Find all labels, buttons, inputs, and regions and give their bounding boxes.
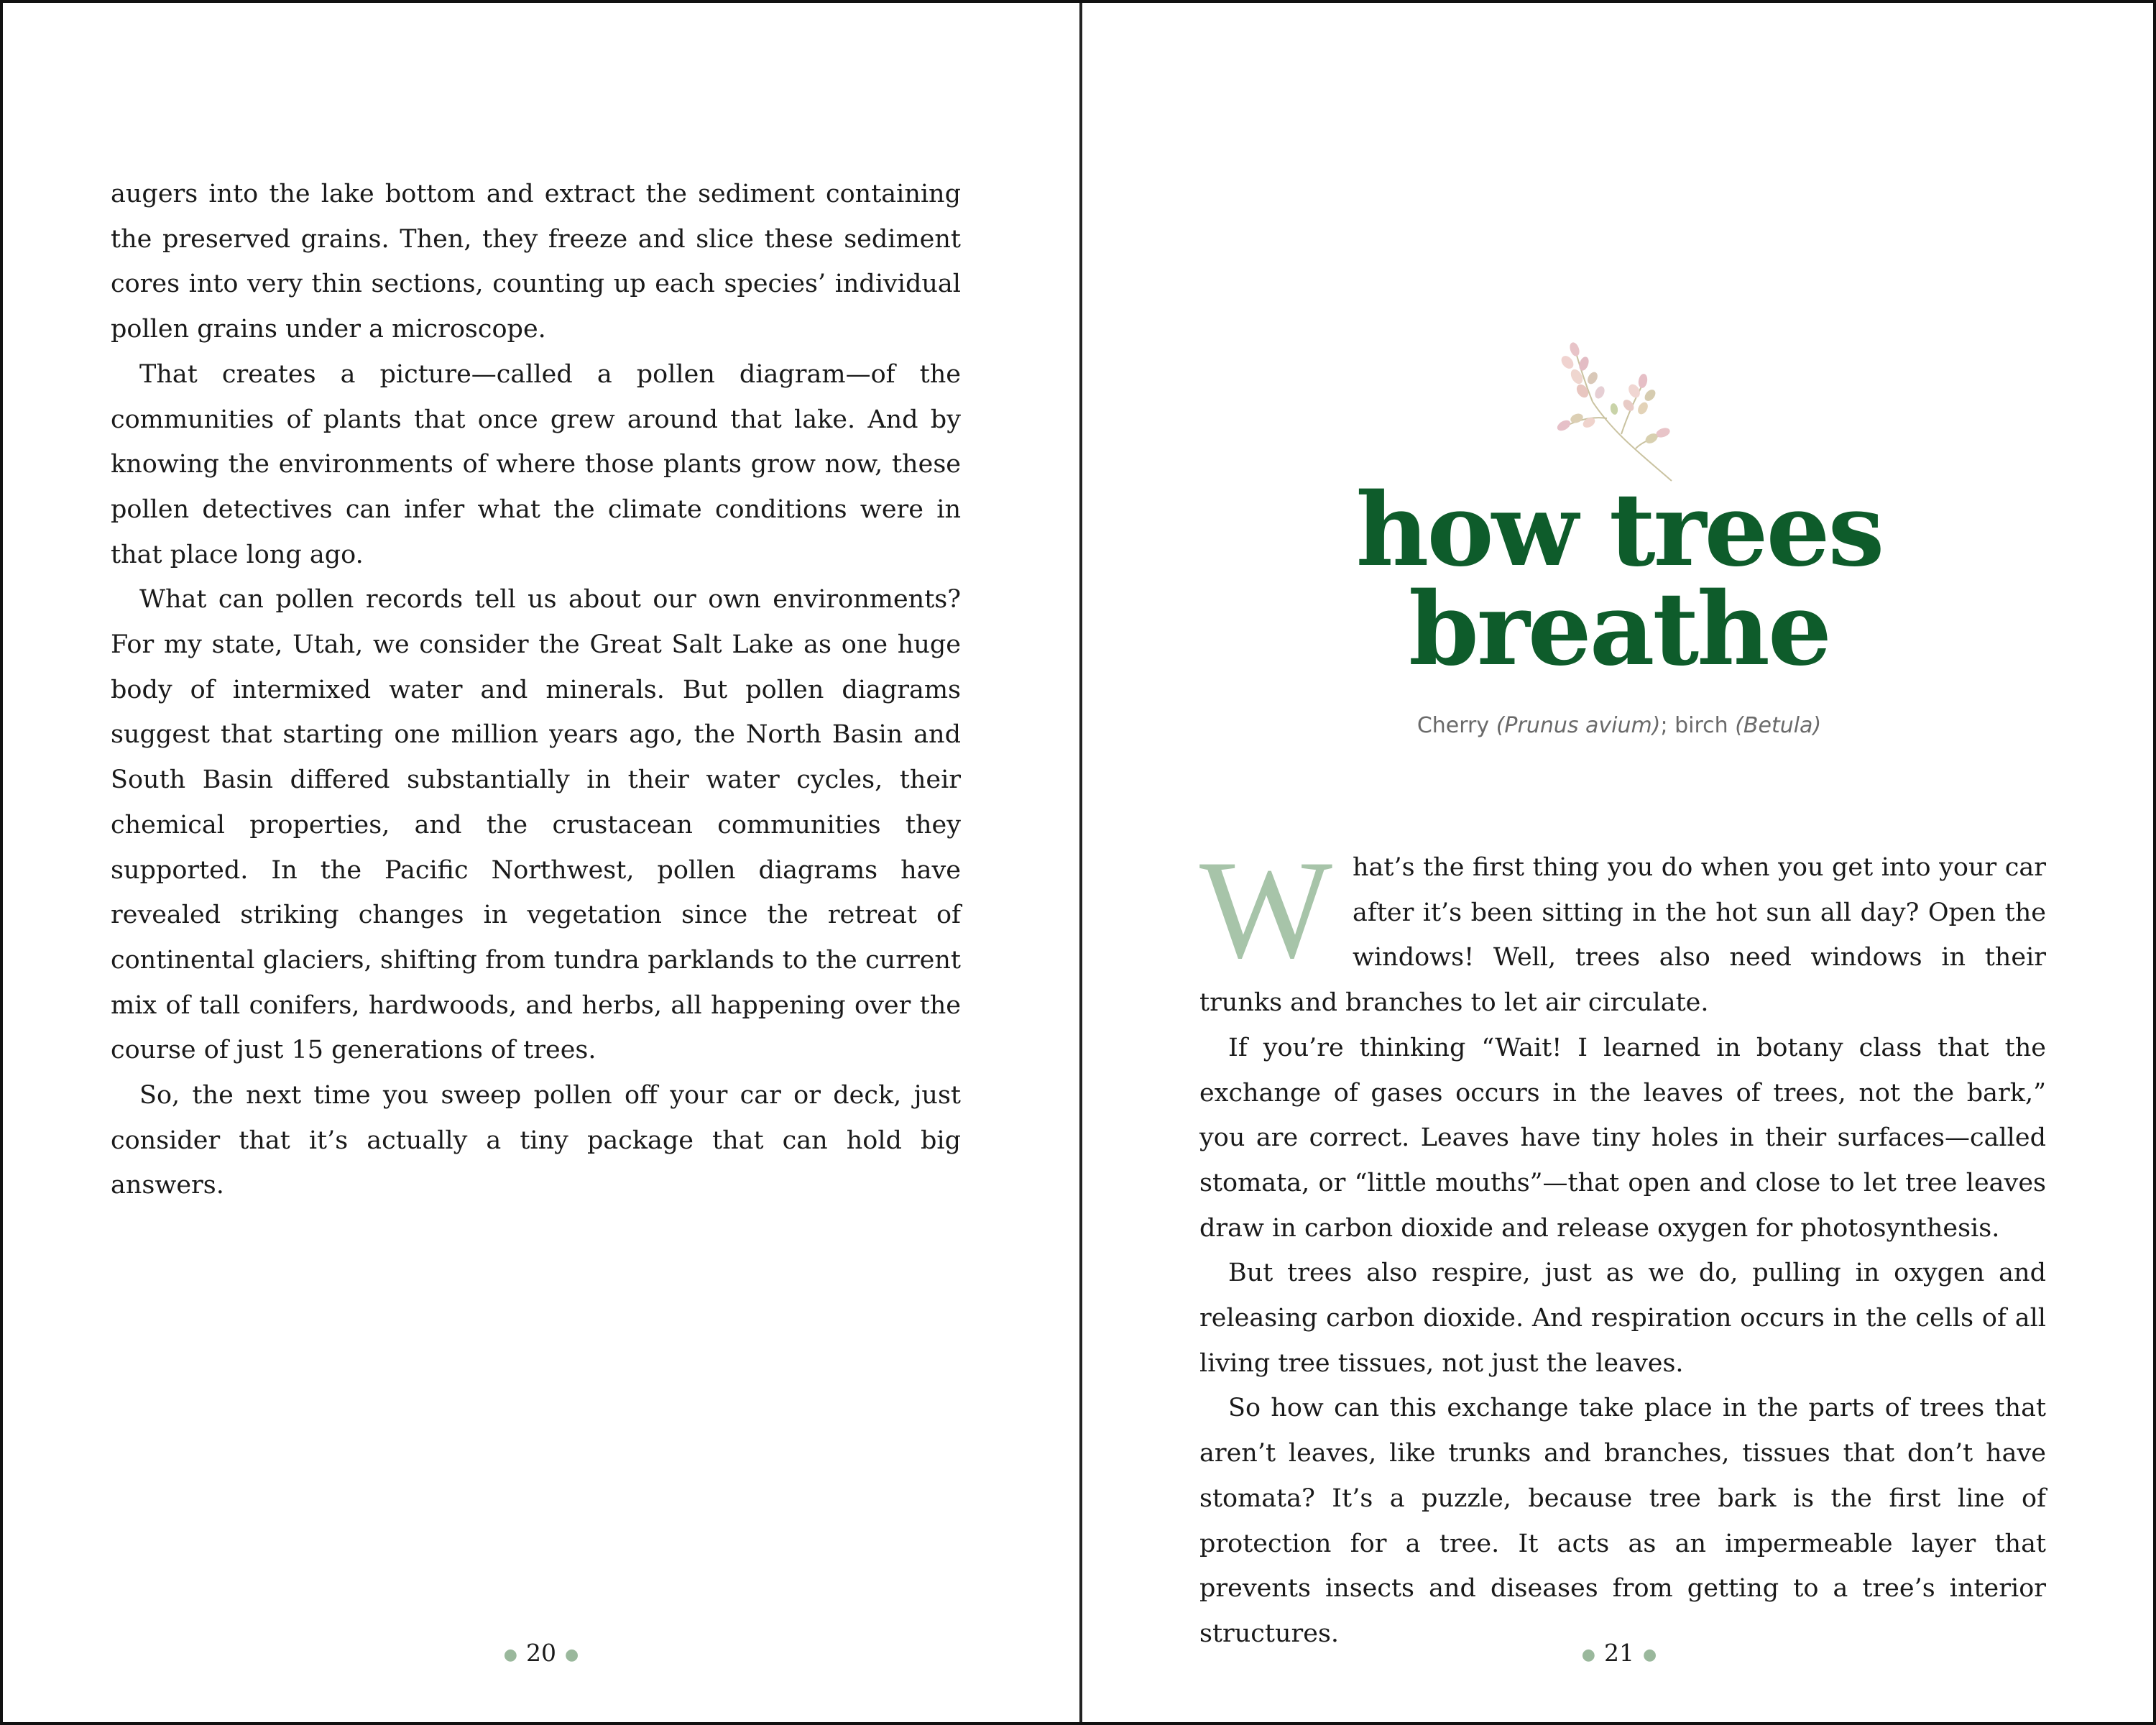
body-paragraph bbox=[1199, 832, 2046, 1026]
illustration-caption bbox=[1082, 713, 2156, 738]
right-page bbox=[1082, 3, 2156, 1722]
body-paragraph: But trees also respire, just as we do, pulling in oxygen and releasing carbon dioxide. And respiration occurs in the cells of all living tree tissues, not just the leaves. bbox=[1199, 1259, 2046, 1378]
body-paragraph: What can pollen records tell us about our own environments? For my state, Utah, we consider the Great Salt Lake as one huge body of intermixed water and minerals. But pollen diagrams suggest that starting one million years ago, the North Basin and South Basin differed substantially in their water cycles, their chemical properties, and the crustacean communities they supported. In the Pacific Northwest, pollen diagrams have revealed striking changes in vegetation since the retreat of continental glaciers, shifting from tundra parklands to the current mix of tall conifers, hardwoods, and herbs, all happening over the course of just 15 generations of trees. bbox=[111, 585, 961, 1065]
folio-dot-icon: ● bbox=[1643, 1645, 1657, 1664]
folio-dot-icon: ● bbox=[503, 1645, 517, 1664]
folio-dot-icon: ● bbox=[565, 1645, 579, 1664]
body-paragraph: So how can this exchange take place in the parts of trees that aren’t leaves, like trunks and branches, tissues that don’t have stomata? It’s a puzzle, because tree bark is the first line of protection for a tree. It acts as an impermeable layer that prevents insects and diseases from getting to a tree’s interior structures. bbox=[1199, 1394, 2046, 1648]
drop-cap: W bbox=[1199, 832, 1332, 988]
left-page-body bbox=[111, 172, 961, 1208]
body-paragraph: That creates a picture—called a pollen diagram—of the communities of plants that once grew around that lake. And by knowing the environments of where those plants grow now, these pollen detectives can infer what the climate conditions were in that place long ago. bbox=[111, 359, 961, 569]
body-paragraph-text: hat’s the first thing you do when you get into your car after it’s been sitting in the hot sun all day? Open the windows! Well, trees also need windows in their trunks and branches to let air circulate. bbox=[1199, 853, 2046, 1018]
page-number-right bbox=[1082, 1639, 2156, 1667]
left-page bbox=[3, 3, 1079, 1722]
body-paragraph: So, the next time you sweep pollen off your car or deck, just consider that it’s actually a tiny package that can hold big answers. bbox=[111, 1081, 961, 1200]
page-number-left bbox=[3, 1639, 1079, 1667]
caption-latin-name: (Prunus avium) bbox=[1496, 713, 1661, 738]
folio-dot-icon: ● bbox=[1581, 1645, 1595, 1664]
caption-plant: Cherry bbox=[1416, 713, 1490, 738]
right-page-body bbox=[1199, 832, 2046, 1657]
page-number: 21 bbox=[1604, 1639, 1634, 1667]
chapter-title-line: breathe bbox=[1409, 571, 1830, 689]
chapter-title-line: how trees bbox=[1355, 472, 1883, 589]
body-paragraph: augers into the lake bottom and extract the sediment containing the preserved grains. Then, they freeze and slice these sediment cores into very thin sections, counting up each species’ individual pollen grains under a microscope. bbox=[111, 180, 961, 344]
caption-plant: ; birch bbox=[1660, 713, 1728, 738]
chapter-title bbox=[1082, 472, 2156, 689]
caption-latin-name: (Betula) bbox=[1735, 713, 1822, 738]
body-paragraph: If you’re thinking “Wait! I learned in botany class that the exchange of gases occurs in the leaves of trees, not the bark,” you are correct. Leaves have tiny holes in their surfaces—called stomata, or “little mouths”—that open and close to let tree leaves draw in carbon dioxide and release oxygen for photosynthesis. bbox=[1199, 1033, 2046, 1243]
page-number: 20 bbox=[526, 1639, 556, 1667]
cherry-birch-sprig-illustration bbox=[1535, 334, 1700, 492]
